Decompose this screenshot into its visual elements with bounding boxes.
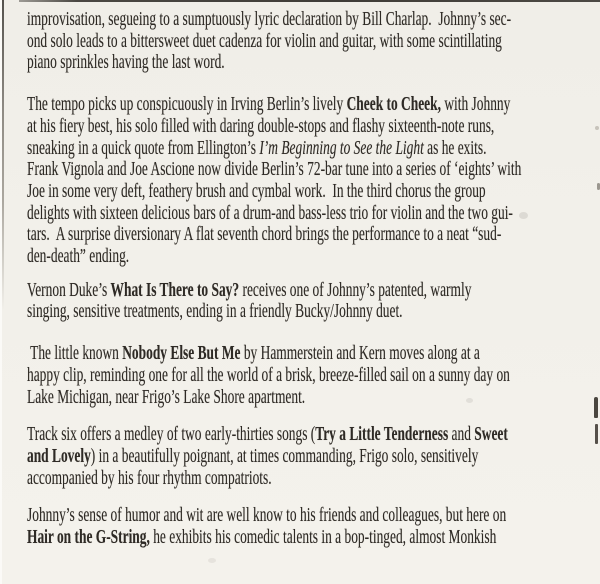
text-line: Lake Michigan, near Frigo’s Lake Shore apartment.: [27, 385, 306, 408]
text-run: with Johnny: [440, 93, 511, 116]
text-run: and: [448, 423, 475, 446]
scan-smudge-3: [208, 558, 216, 563]
text-run: by Hammerstein and Kern moves along at a: [240, 342, 480, 365]
text-line: accompanied by his four rhythm compatriots.: [27, 466, 272, 489]
text-line: delights with sixteen delicious bars of a drum-and bass-less trio for violin and the two gui-: [27, 201, 513, 224]
text-line: piano sprinkles having the last word.: [27, 51, 225, 74]
song-title: and Lovely: [27, 444, 91, 467]
text-line: [27, 280, 577, 302]
text-line: [27, 343, 577, 365]
text-line: [27, 138, 577, 160]
text-run: ) in a beautifully poignant, at times commanding, Frigo solo, sensitively: [90, 444, 479, 467]
text-run: The tempo picks up conspicuously in Irving Berlin’s lively: [27, 93, 347, 116]
song-title-quote: I’m Beginning to See the Light: [259, 136, 424, 159]
text-line: [27, 424, 577, 446]
paragraph-1: [27, 9, 577, 74]
text-line: happy clip, reminding one for all the world of a brisk, breeze-filled sail on a sunny day on: [27, 363, 510, 386]
paragraph-6: [27, 505, 577, 548]
text-run: Vernon Duke’s: [27, 278, 111, 301]
song-title: Hair on the G-String,: [27, 526, 150, 549]
liner-notes-text: [27, 9, 577, 549]
text-line: at his fiery best, his solo filled with daring double-stops and flashy sixteenth-note runs,: [27, 114, 495, 137]
song-title: Cheek to Cheek,: [346, 93, 441, 116]
song-title: Try a Little Tenderness: [315, 423, 449, 446]
text-run: receives one of Johnny’s patented, warmly: [239, 278, 472, 301]
scan-cutoff-character-1: [594, 397, 598, 418]
text-run: The little known: [27, 342, 123, 365]
paragraph-2: [27, 94, 577, 268]
text-line: Joe in some very deft, feathery brush and cymbal work. In the third chorus the group: [27, 179, 486, 202]
text-line: singing, sensitive treatments, ending in a friendly Bucky/Johnny duet.: [27, 300, 403, 323]
text-line: Frank Vignola and Joe Ascione now divide Berlin’s 72-bar tune into a series of ‘eights’ with: [27, 158, 522, 181]
text-line: [27, 446, 577, 468]
text-line: den-death” ending.: [27, 245, 130, 268]
paragraph-4: [27, 343, 577, 408]
text-line: Johnny’s sense of humor and wit are well know to his friends and colleagues, but here on: [27, 504, 507, 527]
song-title: What Is There to Say?: [110, 278, 240, 301]
scan-edge-left-rule: [2, 0, 4, 310]
song-title: Sweet: [474, 423, 508, 446]
text-run: he exhibits his comedic talents in a bop-tinged, almost Monkish: [149, 526, 497, 549]
text-line: [27, 527, 577, 549]
paragraph-3: [27, 280, 577, 323]
text-run: as he exits.: [423, 136, 487, 159]
text-line: [27, 94, 577, 116]
text-line: ond solo leads to a bittersweet duet cadenza for violin and guitar, with some scintillating: [27, 29, 502, 52]
scan-edge-top-rule: [19, 0, 600, 2]
text-run: sneaking in a quick quote from Ellington’s: [27, 136, 260, 159]
text-line: improvisation, segueing to a sumptuously lyric declaration by Bill Charlap. Johnny’s sec-: [27, 8, 512, 30]
song-title: Nobody Else But Me: [122, 342, 241, 365]
text-run: Track six offers a medley of two early-thirties songs (: [27, 423, 316, 446]
text-line: tars. A surprise diversionary A flat seventh chord brings the performance to a neat “sud-: [27, 223, 502, 246]
paragraph-5: [27, 424, 577, 489]
scan-speck-right-upper: [595, 126, 599, 130]
scan-cutoff-character-2: [595, 424, 598, 444]
